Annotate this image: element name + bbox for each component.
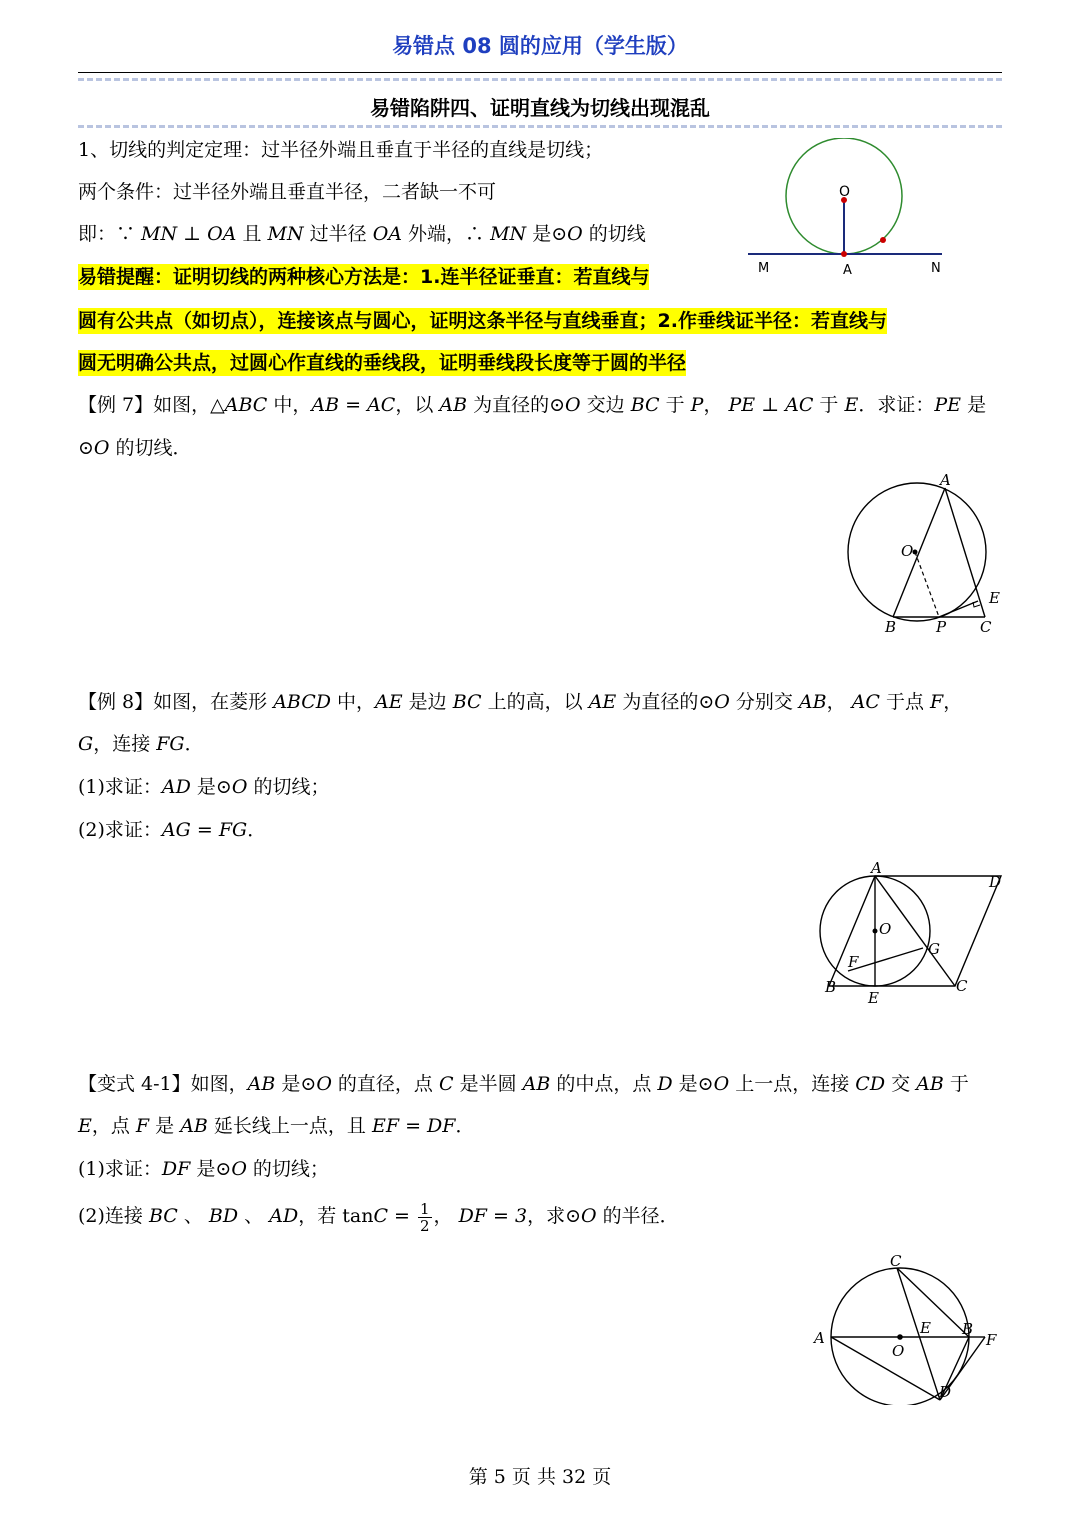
var41-label-e: E (920, 1319, 931, 1337)
fig0-circle-dot (880, 237, 886, 243)
section-divider-bottom (78, 125, 1002, 128)
example-8-question-2: (2)求证：AG = FG． (78, 819, 267, 841)
section-divider-top (78, 78, 1002, 81)
example-7-line-2: ⊙O 的切线． (78, 437, 192, 459)
ex8-label-o: O (879, 920, 892, 938)
variant-4-1-line-2: E，点 F 是 AB 延长线上一点，且 EF = DF． (78, 1115, 475, 1137)
section-title: 易错陷阱四、证明直线为切线出现混乱 (370, 96, 710, 120)
tip-line-2: 圆有公共点（如切点），连接该点与圆心，证明这条半径与直线垂直；2.作垂线证半径：若直线与 (78, 310, 887, 332)
variant-4-1-figure (810, 1250, 1010, 1405)
variant-4-1-line-1: 【变式 4-1】如图，AB 是⊙O 的直径，点 C 是半圆 AB 的中点，点 D 是⊙O 上一点，连接 CD 交 AB 于 (78, 1073, 969, 1095)
ex7-label-o: O (901, 542, 914, 560)
ex7-label-p: P (936, 618, 947, 636)
ex8-center-dot (873, 929, 878, 934)
theory-line-1: 1、切线的判定定理：过半径外端且垂直于半径的直线是切线； (78, 139, 604, 161)
fraction-one-half: $\frac{1}{2}$ (419, 1199, 430, 1235)
ex7-label-e: E (989, 589, 1000, 607)
ex7-label-b: B (885, 618, 897, 636)
example-7-figure (835, 468, 1010, 638)
ex8-segment-fg (848, 948, 923, 971)
variant-4-1-question-1: (1)求证：DF 是⊙O 的切线； (78, 1158, 329, 1180)
theory-line-2: 两个条件：过半径外端且垂直半径，二者缺一不可 (78, 181, 497, 203)
example-8-figure (815, 858, 1010, 1013)
variant-4-1-question-2: (2)连接 BC 、 BD 、 AD，若 tanC = $\frac{1}{2}$ ， DF = 3，求⊙O 的半径． (78, 1199, 679, 1235)
ex8-label-b: B (825, 978, 837, 996)
var41-label-b: B (962, 1320, 974, 1338)
var41-label-f: F (986, 1331, 997, 1349)
example-8-line-2: G，连接 FG． (78, 733, 204, 755)
fig0-point-a-dot (841, 251, 847, 257)
fig0-label-n: N (931, 261, 941, 276)
var41-chord-ad (831, 1337, 940, 1400)
var41-center-dot (897, 1334, 903, 1340)
tip-line-3: 圆无明确公共点，过圆心作直线的垂线段，证明垂线段长度等于圆的半径 (78, 352, 687, 374)
ex8-label-g: G (928, 940, 940, 958)
ex7-label-c: C (980, 618, 992, 636)
example-8-line-1: 【例 8】如图，在菱形 ABCD 中，AE 是边 BC 上的高，以 AE 为直径的⊙O 分别交 AB， AC 于点 F， (78, 691, 963, 713)
example-8-question-1: (1)求证：AD 是⊙O 的切线； (78, 776, 330, 798)
ex7-side-ac (945, 488, 985, 617)
document-header-title: 易错点 08 圆的应用（学生版） (392, 34, 688, 58)
var41-label-d: D (939, 1383, 952, 1401)
var41-label-a: A (814, 1329, 825, 1347)
ex7-segment-pe (939, 601, 978, 617)
page-number-footer: 第 5 页 共 32 页 (468, 1466, 612, 1488)
fig0-label-a: A (843, 263, 852, 278)
ex8-label-d: D (989, 873, 1002, 891)
fig0-label-m: M (758, 261, 770, 276)
var41-label-c: C (890, 1252, 902, 1270)
theory-line-3: 即：∵ MN ⊥ OA 且 MN 过半径 OA 外端，∴ MN 是⊙O 的切线 (78, 223, 646, 245)
ex8-label-f: F (848, 953, 859, 971)
ex8-label-a: A (871, 859, 882, 877)
header-rule (78, 72, 1002, 73)
fig0-label-o: O (839, 184, 851, 200)
ex7-label-a: A (940, 471, 951, 489)
ex8-label-c: C (956, 977, 968, 995)
tip-line-1: 易错提醒：证明切线的两种核心方法是：1.连半径证垂直：若直线与 (78, 266, 650, 288)
ex8-label-e: E (868, 989, 879, 1007)
tangent-theorem-figure (740, 138, 990, 288)
var41-label-o: O (892, 1342, 905, 1360)
ex7-dashed-op (915, 552, 939, 617)
example-7-line-1: 【例 7】如图，△ABC 中，AB = AC，以 AB 为直径的⊙O 交边 BC 于 P， PE ⊥ AC 于 E．求证：PE 是 (78, 394, 987, 416)
